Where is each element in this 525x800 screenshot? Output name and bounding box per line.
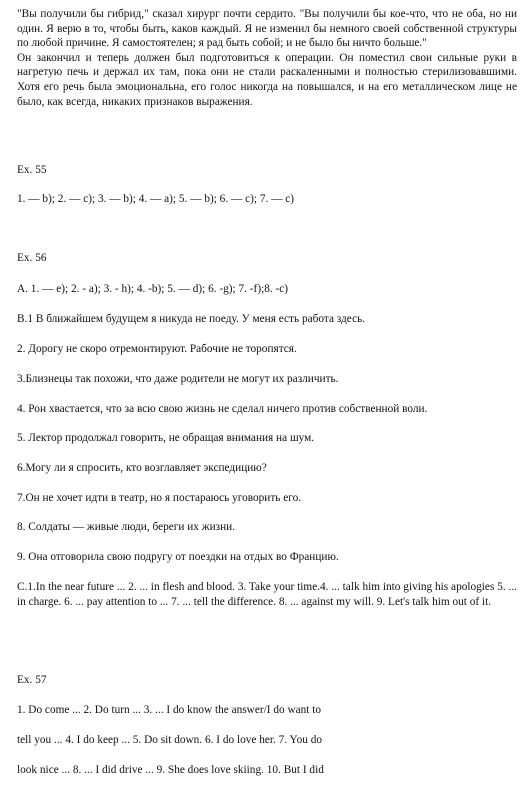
ex57-line: look nice ... 8. ... I did drive ... 9. She does love skiing. 10. But I did: [17, 764, 324, 776]
ex56-part-b-line: 2. Дорогу не скоро отремонтируют. Рабочие не торопятся.: [17, 343, 297, 355]
ex56-part-b-line: 5. Лектор продолжал говорить, не обращая внимания на шум.: [17, 432, 315, 444]
ex56-part-b-line: 9. Она отговорила свою подругу от поездки на отдых во Францию.: [17, 551, 339, 563]
intro-paragraph-1: "Вы получили бы гибрид," сказал хирург почти сердито. "Вы получили бы кое-что, что не оба, но ни один. Я верю в то, чтобы быть, каков каждый. Я не изменил бы немного своей собственной структуры по любой причине. Я самостоятелен; я рад быть собой; и не было бы ничто больше.": [17, 8, 517, 50]
ex57-heading: Ex. 57: [17, 674, 47, 686]
ex56-part-a: A. 1. — e); 2. - a); 3. - h); 4. -b); 5. — d); 6. -g); 7. -f);8. -c): [17, 283, 289, 295]
ex57-line: 1. Do come ... 2. Do turn ... 3. ... I do know the answer/I do want to: [17, 704, 322, 716]
ex56-part-b-line: 3.Близнецы так похожи, что даже родители не могут их различить.: [17, 373, 339, 385]
intro-paragraph-2: Он закончил и теперь должен был подготовиться к операции. Он поместил свои сильные руки в нагретую печь и держал их там, пока они не стали раскаленными и полностью стерилизовавшими. Хотя его речь была эмоциональна, его голос никогда на повышался, и на его металлическом лице не было, как всегда, никаких признаков выражения.: [17, 51, 517, 108]
ex56-part-b-line: 6.Могу ли я спросить, кто возглавляет экспедицию?: [17, 462, 267, 474]
ex56-part-b-line: 7.Он не хочет идти в театр, но я постараюсь уговорить его.: [17, 492, 302, 504]
intro-text: [17, 7, 517, 109]
ex56-part-b-line: 8. Солдаты — живые люди, береги их жизни.: [17, 521, 235, 533]
ex57-line: tell you ... 4. I do keep ... 5. Do sit down. 6. I do love her. 7. You do: [17, 734, 322, 746]
ex56-part-b-line: B.1 В ближайшем будущем я никуда не поеду. У меня есть работа здесь.: [17, 313, 366, 325]
ex56-part-c: C.1.In the near future ... 2. ... in flesh and blood. 3. Take your time.4. ... talk him into giving his apologies 5. ... in charge. 6. ... pay attention to ... 7. ... tell the difference. 8. ... against my will. 9. Let's talk him out of it.: [17, 581, 517, 608]
ex55-heading: Ex. 55: [17, 164, 47, 176]
ex56-part-b-line: 4. Рон хвастается, что за всю свою жизнь не сделал ничего против собственной воли.: [17, 403, 428, 415]
ex55-answers: 1. — b); 2. — c); 3. — b); 4. — a); 5. — b); 6. — c); 7. — c): [17, 193, 295, 205]
ex56-heading: Ex. 56: [17, 252, 47, 264]
